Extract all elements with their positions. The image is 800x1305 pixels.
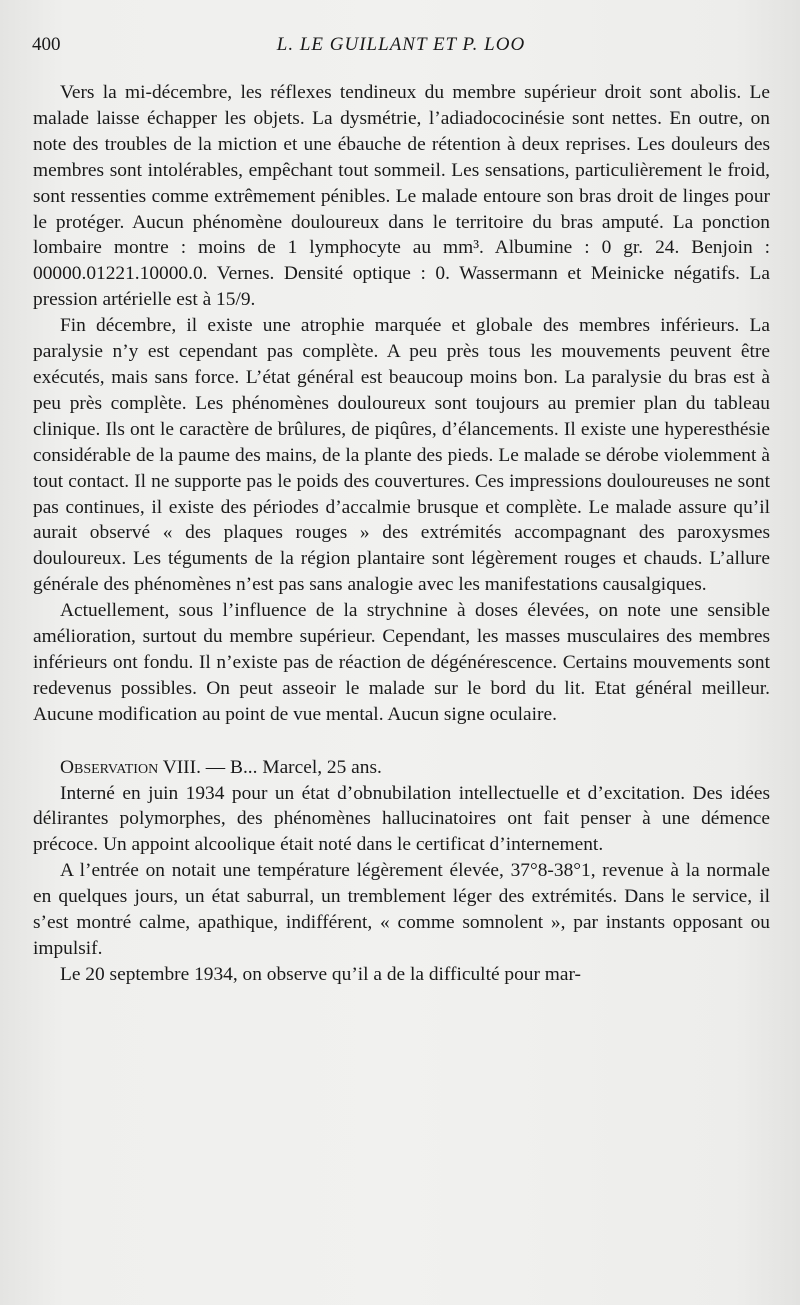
- observation-heading: [33, 755, 770, 781]
- body-text: [33, 80, 770, 988]
- page-header: [32, 30, 770, 60]
- paragraph-admission: A l’entrée on notait une température légèrement élevée, 37°8-38°1, revenue à la normale en quelques jours, un état saburral, un tremblement léger des extrémités. Dans le service, il s’est montré calme, apathique, indifférent, « comme somnolent », par instants opposant ou impulsif.: [33, 860, 770, 959]
- observation-label: Observation VIII.: [60, 756, 201, 778]
- paragraph-mid-december: Vers la mi-décembre, les réflexes tendineux du membre supérieur droit sont abolis. Le malade laisse échapper les objets. La dysmétrie, l’adiadococinésie sont nettes. En outre, on note des troubles de la miction et une ébauche de rétention à deux reprises. Les douleurs des membres sont intolérables, empêchant tout sommeil. Les sensations, particulièrement le froid, sont ressenties comme extrêmement pénibles. Le malade entoure son bras droit de linges pour le protéger. Aucun phénomène douloureux dans le territoire du bras amputé. La ponction lombaire montre : moins de 1 lymphocyte au mm³. Albumine : 0 gr. 24. Benjoin : 00000.01221.10000.0. Vernes. Densité optique : 0. Wassermann et Meinicke négatifs. La pression artérielle est à 15/9.: [33, 82, 770, 311]
- running-head: L. LE GUILLANT ET P. LOO: [276, 34, 526, 55]
- page-number: 400: [32, 34, 61, 55]
- paragraph-internment: Interné en juin 1934 pour un état d’obnubilation intellectuelle et d’excitation. Des idées délirantes polymorphes, des phénomènes hallucinatoires ont fait penser à une démence précoce. Un appoint alcoolique était noté dans le certificat d’internement.: [33, 782, 770, 856]
- observation-patient: — B... Marcel, 25 ans.: [200, 756, 382, 778]
- paragraph-end-december: Fin décembre, il existe une atrophie marquée et globale des membres inférieurs. La paralysie n’y est cependant pas complète. A peu près tous les mouvements peuvent être exécutés, mais sans force. L’état général est beaucoup moins bon. La paralysie du bras est à peu près complète. Les phénomènes douloureux sont toujours au premier plan du tableau clinique. Ils ont le caractère de brûlures, de piqûres, d’élancements. Il existe une hyperesthésie considérable de la paume des mains, de la plante des pieds. Le malade se dérobe violemment à tout contact. Il ne supporte pas le poids des couvertures. Ces impressions douloureuses ne sont pas continues, il existe des périodes d’accalmie brusque et complète. Le malade assure qu’il aurait observé « des plaques rouges » des extrémités accompagnant des paroxysmes douloureux. Les téguments de la région plantaire sont légèrement rouges et chauds. L’allure générale des phénomènes n’est pas sans analogie avec les manifestations causalgiques.: [33, 315, 770, 596]
- paragraph-september: Le 20 septembre 1934, on observe qu’il a de la difficulté pour mar-: [60, 963, 582, 985]
- paragraph-currently: Actuellement, sous l’influence de la strychnine à doses élevées, on note une sensible amélioration, surtout du membre supérieur. Cependant, les masses musculaires des membres inférieurs ont fondu. Il n’existe pas de réaction de dégénérescence. Certains mouvements sont redevenus possibles. On peut asseoir le malade sur le bord du lit. Etat général meilleur. Aucune modification au point de vue mental. Aucun signe oculaire.: [33, 600, 770, 725]
